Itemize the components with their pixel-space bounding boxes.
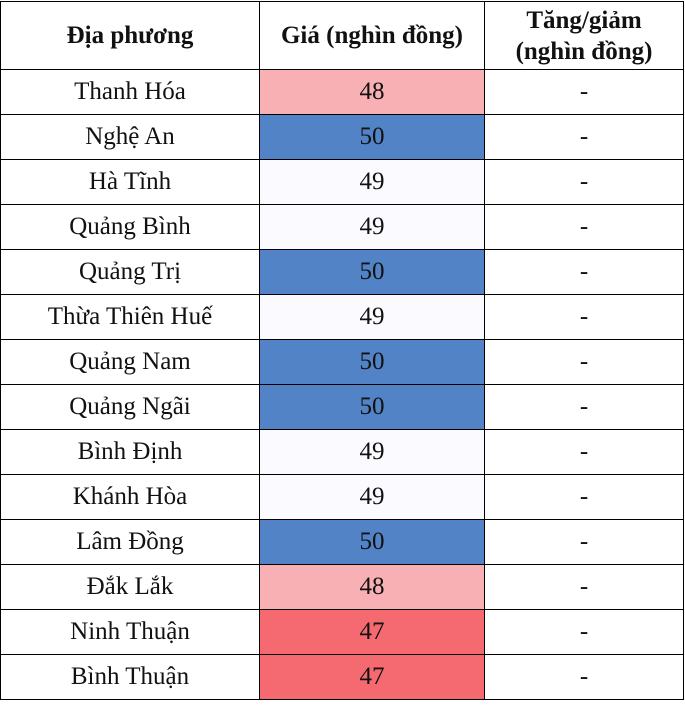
- change-cell: -: [485, 340, 684, 385]
- table-row: [1, 70, 684, 115]
- price-cell: 48: [260, 70, 485, 115]
- header-change-label-line2: (nghìn đồng): [515, 37, 653, 65]
- header-price-label: Giá (nghìn đồng): [280, 22, 463, 49]
- table-row: [1, 250, 684, 295]
- province-cell: Bình Định: [1, 430, 260, 475]
- price-cell: 49: [260, 295, 485, 340]
- price-cell: 50: [260, 250, 485, 295]
- price-cell: 47: [260, 655, 485, 700]
- province-cell: Quảng Ngãi: [1, 385, 260, 430]
- change-cell: -: [485, 205, 684, 250]
- table-row: [1, 520, 684, 565]
- table-row: [1, 655, 684, 700]
- change-cell: -: [485, 610, 684, 655]
- change-cell: -: [485, 70, 684, 115]
- header-price: [260, 2, 485, 70]
- price-cell: 49: [260, 430, 485, 475]
- table-row: [1, 565, 684, 610]
- province-cell: Khánh Hòa: [1, 475, 260, 520]
- change-cell: -: [485, 115, 684, 160]
- change-cell: -: [485, 430, 684, 475]
- province-cell: Quảng Nam: [1, 340, 260, 385]
- price-cell: 48: [260, 565, 485, 610]
- header-province-label: Địa phương: [66, 22, 194, 49]
- change-cell: -: [485, 475, 684, 520]
- header-change: [485, 2, 684, 70]
- table-row: [1, 430, 684, 475]
- province-cell: Quảng Bình: [1, 205, 260, 250]
- table-row: [1, 385, 684, 430]
- province-cell: Lâm Đồng: [1, 520, 260, 565]
- price-cell: 50: [260, 115, 485, 160]
- header-change-label-line1: Tăng/giảm: [526, 6, 642, 34]
- price-table: [0, 1, 684, 700]
- table-row: [1, 205, 684, 250]
- table-row: [1, 160, 684, 205]
- province-cell: Thừa Thiên Huế: [1, 295, 260, 340]
- province-cell: Thanh Hóa: [1, 70, 260, 115]
- price-cell: 49: [260, 160, 485, 205]
- province-cell: Bình Thuận: [1, 655, 260, 700]
- province-cell: Đắk Lắk: [1, 565, 260, 610]
- change-cell: -: [485, 295, 684, 340]
- price-cell: 50: [260, 385, 485, 430]
- change-cell: -: [485, 655, 684, 700]
- price-cell: 50: [260, 340, 485, 385]
- province-cell: Hà Tĩnh: [1, 160, 260, 205]
- price-cell: 47: [260, 610, 485, 655]
- change-cell: -: [485, 565, 684, 610]
- table-row: [1, 475, 684, 520]
- price-cell: 49: [260, 205, 485, 250]
- price-cell: 50: [260, 520, 485, 565]
- table-row: [1, 610, 684, 655]
- change-cell: -: [485, 385, 684, 430]
- province-cell: Quảng Trị: [1, 250, 260, 295]
- province-cell: Ninh Thuận: [1, 610, 260, 655]
- table-row: [1, 115, 684, 160]
- header-row: [1, 2, 684, 70]
- table-row: [1, 340, 684, 385]
- price-cell: 49: [260, 475, 485, 520]
- header-province: [1, 2, 260, 70]
- table-row: [1, 295, 684, 340]
- province-cell: Nghệ An: [1, 115, 260, 160]
- change-cell: -: [485, 250, 684, 295]
- change-cell: -: [485, 520, 684, 565]
- change-cell: -: [485, 160, 684, 205]
